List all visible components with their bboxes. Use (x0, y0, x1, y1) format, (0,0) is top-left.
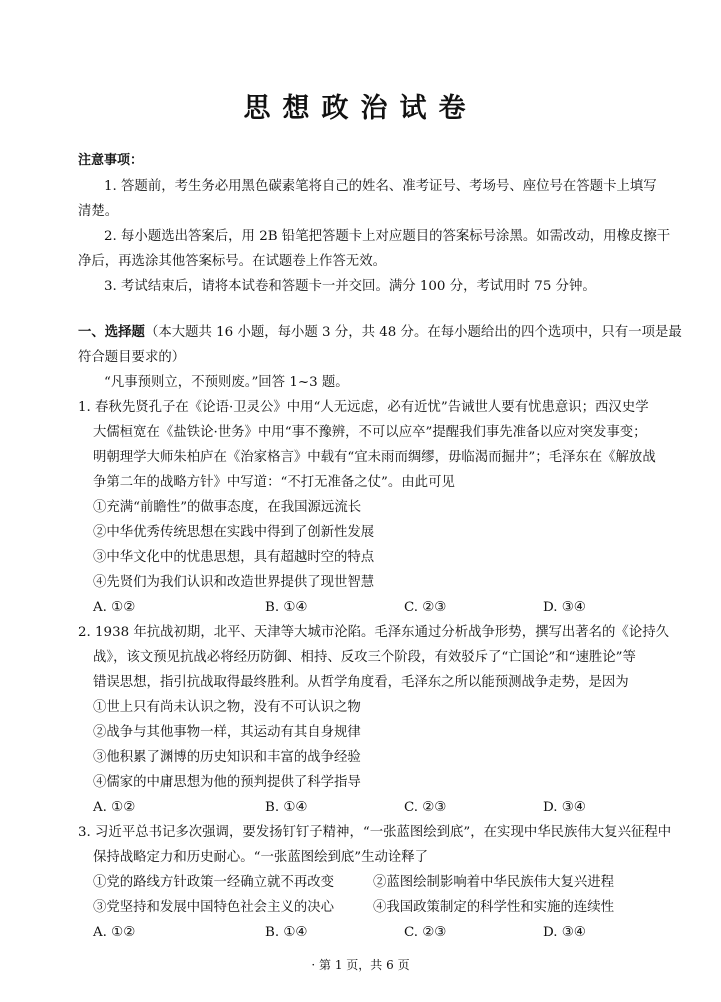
q1-stem-line: 明朝理学大师朱柏庐在《治家格言》中载有“宜未雨而绸缪，毋临渴而掘井”；毛泽东在《解放战 (93, 450, 656, 465)
page-footer: · 第 1 页，共 6 页 (311, 958, 410, 972)
section-title-rest: （本大题共 16 小题，每小题 3 分，共 48 分。在每小题给出的四个选项中，只有一项是最 (144, 325, 682, 340)
notice-item-1-line-1: 1. 答题前，考生务必用黑色碳素笔将自己的姓名、准考证号、考场号、座位号在答题卡上填写 (104, 179, 657, 194)
q1-item: ②中华优秀传统思想在实践中得到了创新性发展 (93, 525, 375, 540)
q2-item: ④儒家的中庸思想为他的预判提供了科学指导 (93, 775, 361, 790)
q1-item: ①充满“前瞻性”的做事态度，在我国源远流长 (93, 500, 362, 515)
q3-option-c[interactable]: C. ②③ (404, 925, 447, 940)
section-title (78, 324, 682, 342)
section-intro: “凡事预则立，不预则废。”回答 1~3 题。 (104, 375, 349, 390)
q1-option-c[interactable]: C. ②③ (404, 600, 447, 615)
q2-item: ③他积累了渊博的历史知识和丰富的战争经验 (93, 750, 361, 765)
q3-item: ②蓝图绘制影响着中华民族伟大复兴进程 (373, 875, 615, 890)
q2-option-d[interactable]: D. ③④ (543, 800, 586, 815)
notice-item-2-line-2: 净后，再选涂其他答案标号。在试题卷上作答无效。 (78, 254, 386, 269)
q1-stem-line: 大儒桓宽在《盐铁论·世务》中用“事不豫辨，不可以应卒”提醒我们事先准备以应对突发事变； (93, 425, 647, 440)
section-title-line-2: 符合题目要求的） (78, 350, 186, 365)
q3-option-b[interactable]: B. ①④ (265, 925, 308, 940)
q1-item: ③中华文化中的忧患思想，具有超越时空的特点 (93, 550, 375, 565)
page-title: 思想政治试卷 (243, 93, 478, 124)
notice-item-3: 3. 考试结束后，请将本试卷和答题卡一并交回。满分 100 分，考试用时 75 分钟。 (104, 279, 596, 294)
q2-stem-line: 2. 1938 年抗战初期，北平、天津等大城市沦陷。毛泽东通过分析战争形势，撰写出著名的《论持久 (78, 625, 669, 640)
q2-item: ②战争与其他事物一样，其运动有其自身规律 (93, 725, 361, 740)
q1-option-b[interactable]: B. ①④ (265, 600, 308, 615)
q3-item: ④我国政策制定的科学性和实施的连续性 (373, 900, 615, 915)
q2-option-b[interactable]: B. ①④ (265, 800, 308, 815)
notice-item-1-line-2: 清楚。 (78, 204, 119, 219)
q3-item: ①党的路线方针政策一经确立就不再改变 (93, 875, 335, 890)
q2-item: ①世上只有尚未认识之物，没有不可认识之物 (93, 700, 361, 715)
q2-stem-line: 战》，该文预见抗战必将经历防御、相持、反攻三个阶段，有效驳斥了“亡国论”和“速胜论”等 (93, 650, 636, 665)
notice-item-2-line-1: 2. 每小题选出答案后，用 2B 铅笔把答题卡上对应题目的答案标号涂黑。如需改动，用橡皮擦干 (104, 229, 671, 244)
q3-stem-line: 保持战略定力和历史耐心。“一张蓝图绘到底”生动诠释了 (93, 850, 429, 865)
q1-option-d[interactable]: D. ③④ (543, 600, 586, 615)
q1-stem-line: 1. 春秋先贤孔子在《论语·卫灵公》中用“人无远虑，必有近忧”告诫世人要有忧患意识；西汉史学 (78, 400, 649, 415)
q1-stem-line: 争第二年的战略方针》中写道：“不打无准备之仗”。由此可见 (93, 475, 455, 490)
q3-item: ③党坚持和发展中国特色社会主义的决心 (93, 900, 335, 915)
q2-stem-line: 错误思想，指引抗战取得最终胜利。从哲学角度看，毛泽东之所以能预测战争走势，是因为 (93, 675, 629, 690)
q3-option-a[interactable]: A. ①② (93, 925, 136, 940)
q1-item: ④先贤们为我们认识和改造世界提供了现世智慧 (93, 575, 375, 590)
q3-stem-line: 3. 习近平总书记多次强调，要发扬钉钉子精神，“一张蓝图绘到底”，在实现中华民族伟大复兴征程中 (78, 825, 672, 840)
section-title-bold: 一、选择题 (78, 325, 145, 340)
q3-option-d[interactable]: D. ③④ (543, 925, 586, 940)
q1-option-a[interactable]: A. ①② (93, 600, 136, 615)
q2-option-a[interactable]: A. ①② (93, 800, 136, 815)
q2-option-c[interactable]: C. ②③ (404, 800, 447, 815)
notice-heading: 注意事项： (78, 153, 144, 168)
